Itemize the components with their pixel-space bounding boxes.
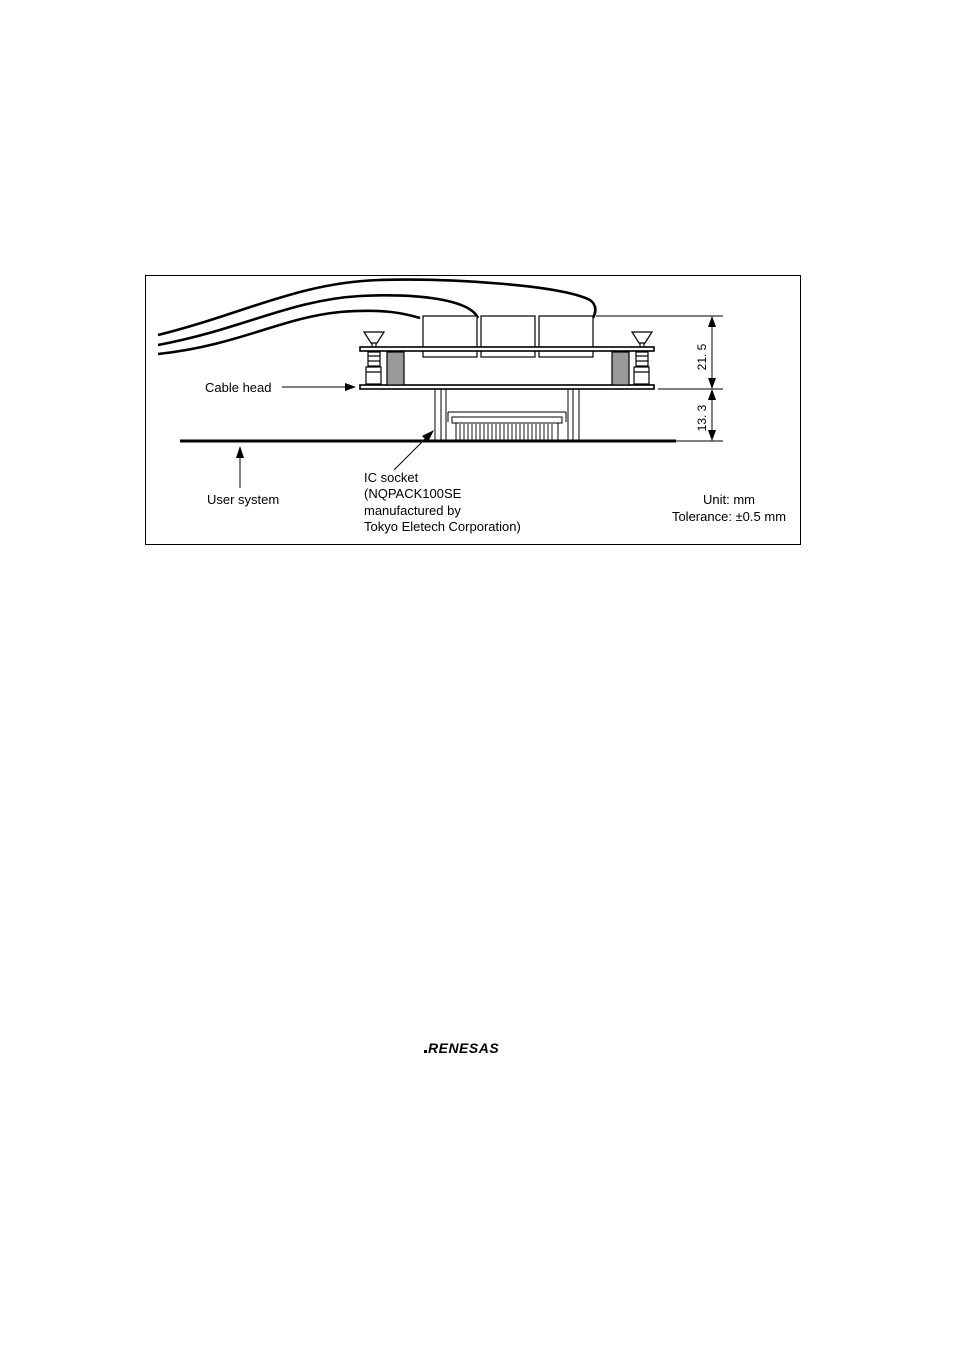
screw-right [632, 332, 652, 384]
renesas-logo [424, 1036, 524, 1058]
spacer-left [387, 352, 404, 385]
cable-head-board [360, 385, 654, 389]
ic-socket-arrow [394, 430, 434, 470]
screw-left [364, 332, 384, 384]
ic-socket-label-line2: (NQPACK100SE [364, 486, 462, 501]
cable-head-arrow [282, 383, 356, 391]
spacer-right [612, 352, 629, 385]
ic-socket-label-line1: IC socket [364, 470, 419, 485]
dimension-lower-label: 13. 3 [695, 404, 709, 432]
tolerance-label: Tolerance: ±0.5 mm [671, 509, 787, 524]
cable-head-label: Cable head [205, 380, 272, 395]
logo-text: RENESAS [428, 1040, 500, 1056]
logo-dot [424, 1050, 427, 1053]
ic-socket-label-line3: manufactured by [364, 503, 461, 518]
unit-label: Unit: mm [703, 492, 755, 507]
ic-socket-label-line4: Tokyo Eletech Corporation) [364, 519, 521, 534]
user-system-label: User system [207, 492, 280, 507]
top-board [360, 347, 654, 351]
dimension-upper-label: 21. 5 [695, 343, 709, 371]
ic-socket [435, 389, 579, 441]
user-system-arrow [236, 446, 244, 488]
